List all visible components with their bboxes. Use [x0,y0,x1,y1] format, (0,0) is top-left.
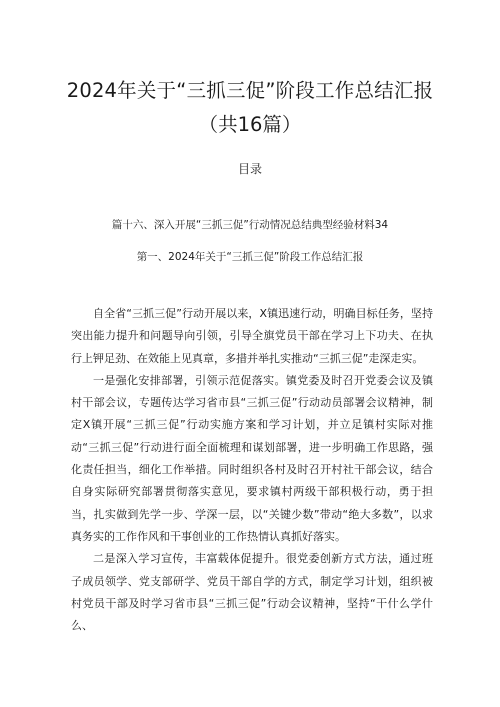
body-paragraph: 一是强化安排部署，引领示范促落实。镇党委及时召开党委会议及镇村干部会议，专题传达学习省市县“三抓三促”行动动员部署会议精神，制定X镇开展“三抓三促”行动实施方案和学习计划，并立足镇村实际对推动“三抓三促”行动进行面全面梳理和谋划部署，进一步明确工作思路，强化责任担当，细化工作举措。同时组织各村及时召开村社干部会议，结合自身实际研究部署贯彻落实意见，要求镇村两级干部积极行动，勇于担当，扎实做到先学一步、学深一层，以“关键少数”带动“绝大多数”，以求真务实的工作作风和干事创业的工作热情认真抓好落实。 [71,373,433,543]
document-subtitle: （共16篇） [198,113,302,136]
body-paragraph: 自全省“三抓三促”行动开展以来，X镇迅速行动，明确目标任务，坚持突出能力提升和问题导向引领，引导全旗党员干部在学习上下功夫、在执行上钾足劲、在效能上见真章，多措并举扎实推动“三抓三促”走深走实。 [71,307,433,365]
document-title: 2024年关于“三抓三促”阶段工作总结汇报 [66,79,434,102]
document-body [71,303,433,637]
toc-item[interactable]: 篇十六、深入开展“三抓三促”行动情况总结典型经验材料34 [111,219,389,231]
toc-heading: 目录 [237,162,262,176]
toc-item[interactable]: 第一、2024年关于“三抓三促”阶段工作总结汇报 [136,251,364,263]
body-paragraph: 二是深入学习宣传，丰富载体促提升。很党委创新方式方法，通过班子成员领学、党支部研学、党员干部自学的方式，制定学习计划，组织被村党员干部及时学习省市县“三抓三促”行动会议精神，坚持“干什么学什么、 [71,552,433,633]
